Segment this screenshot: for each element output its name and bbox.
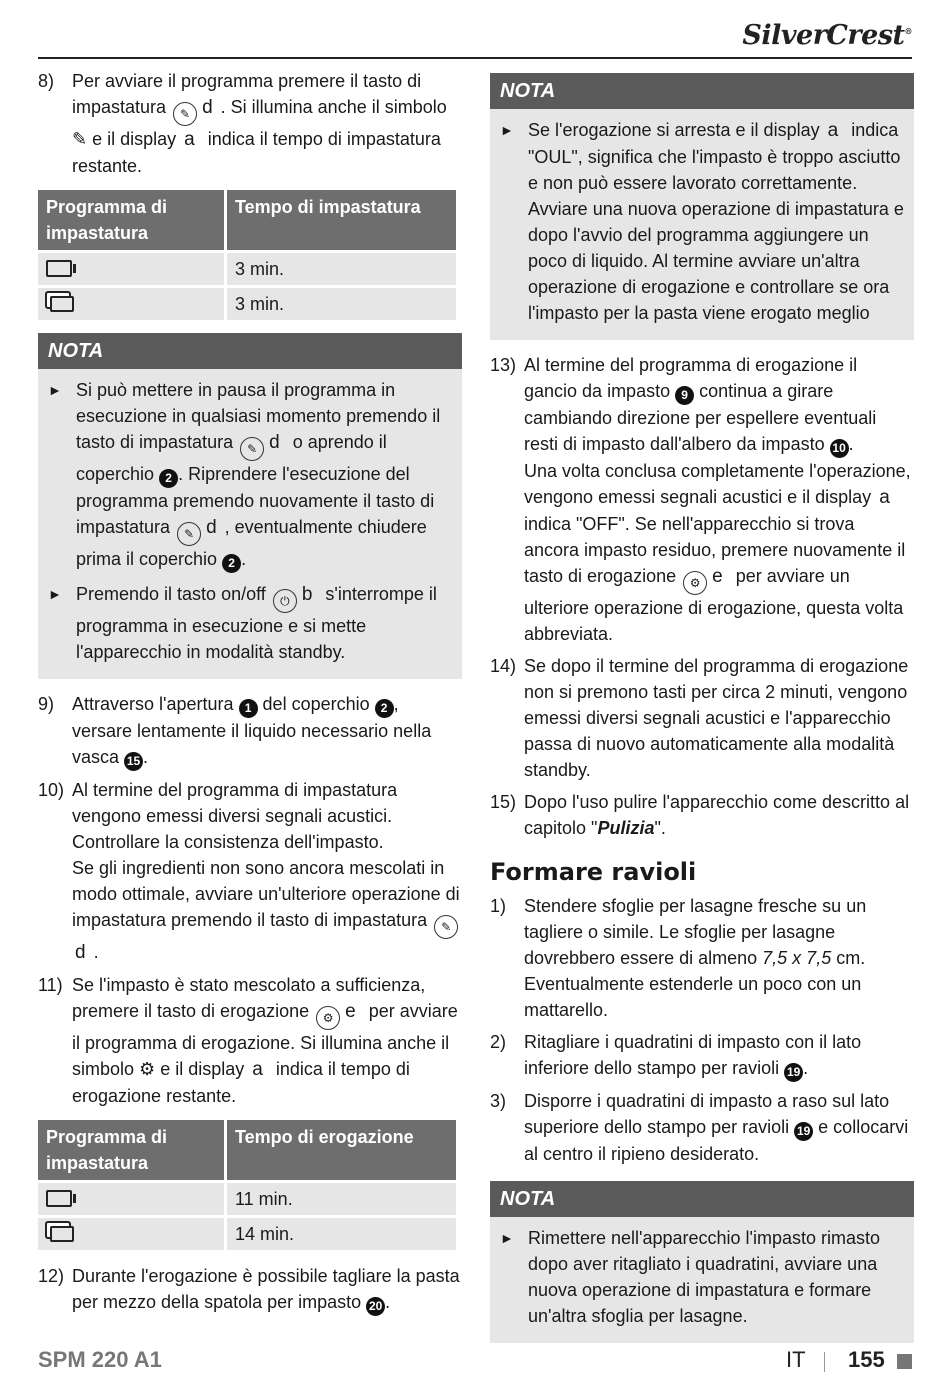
language-code: IT (786, 1347, 806, 1372)
step-8: 8) Per avviare il programma premere il tasto di impastatura ✎ d . Si illumina anche il simbolo ✎ e il display a indica il tempo di impastatura restante. (38, 71, 447, 176)
dispense-button-icon: ⚙ (316, 1006, 340, 1030)
kneading-time-table: Programma di impastatura Tempo di impastatura 3 min. 3 min. (35, 187, 459, 323)
note-bullet: ► Se l'erogazione si arresta e il display a indica "OUL", significa che l'impasto è troppo asciutto e non può essere lavorato correttamente. Avviare una nuova operazione di impastatura e dopo l'avvio del programma aggiungere un poco di liquido. Al termine avviare un'altra operazione di erogazione e controllare se ora l'impasto per la pasta viene erogato meglio (500, 117, 904, 326)
step-13: 13) Al termine del programma di erogazione il gancio da impasto 9 continua a girare cambiando direzione per espellere eventuali resti di impasto dall'albero da impasto 10 . Una volta conclusa completamente l'operazione, vengono emessi segnali acustici e il display a indica "OFF". Se nell'apparecchio si trova ancora impasto residuo, premere nuovamente il tasto di erogazione ⚙ e per avviare un ulteriore operazione di erogazione, questa volta abbreviata. (490, 355, 911, 644)
header-rule (38, 57, 912, 59)
page-number: 155 (848, 1347, 885, 1372)
step-14: 14) Se dopo il termine del programma di erogazione non si premono tasti per circa 2 minuti, vengono emessi diversi segnali acustici e l'apparecchio passa di nuovo automaticamente alla modalità standby. (490, 656, 909, 780)
arrow-icon: ► (500, 122, 514, 138)
kneading-symbol-icon: ✎ (72, 129, 88, 149)
arrow-icon: ► (48, 586, 62, 602)
left-column (38, 68, 462, 1322)
note-bullet: ► Rimettere nell'apparecchio l'impasto rimasto dopo aver ritagliato i quadratini, avviare una nuova operazione di impastatura e formare un'altra sfoglia per lasagne. (500, 1225, 904, 1329)
note-bullet: ► Premendo il tasto on/off ⏻ b s'interrompe il programma in esecuzione e si mette l'apparecchio in modalità standby. (48, 581, 452, 665)
step-10: 10) Al termine del programma di impastatura vengono emessi diversi segnali acustici. Controllare la consistenza dell'impasto. Se gli ingredienti non sono ancora mescolati in modo ottimale, avviare un'ulteriore operazione di impastatura premendo il tasto di impastatura ✎d . (38, 780, 460, 963)
dispense-symbol-icon: ⚙ (139, 1059, 156, 1079)
dispense-time-table: Programma di impastatura Tempo di erogazione 11 min. 14 min. (35, 1117, 459, 1253)
ravioli-step-1: 1) Stendere sfoglie per lasagne fresche su un tagliere o simile. Le sfoglie per lasagne dovrebbero essere di almeno 7,5 x 7,5 cm. Eventualmente estenderle un poco con un mattarello. (490, 896, 867, 1020)
note-box: NOTA ► Se l'erogazione si arresta e il display a indica "OUL", significa che l'impasto è troppo asciutto e non può essere lavorato correttamente. Avviare una nuova operazione di impastatura e dopo l'avvio del programma aggiungere un poco di liquido. Al termine avviare un'altra operazione di erogazione e controllare se ora l'impasto per la pasta viene erogato meglio (490, 73, 914, 340)
kneading-button-icon: ✎ (177, 522, 201, 546)
note-bullet: ► Si può mettere in pausa il programma in esecuzione in qualsiasi momento premendo il tasto di impastatura ✎ d o aprendo il coperchio 2 . Riprendere l'esecuzione del programma premendo nuovamente il tasto di impastatura ✎ d , eventualmente chiudere prima il coperchio 2 . (48, 377, 452, 573)
kneading-button-icon: ✎ (240, 437, 264, 461)
step-12: 12) Durante l'erogazione è possibile tagliare la pasta per mezzo della spatola per impasto 20 . (38, 1263, 462, 1316)
single-dough-icon (46, 1190, 72, 1207)
kneading-button-icon: ✎ (173, 102, 197, 126)
double-dough-icon (50, 296, 74, 312)
ravioli-step-2: 2) Ritagliare i quadratini di impasto con il lato inferiore dello stampo per ravioli 19 . (490, 1029, 914, 1082)
brand-logo: SilverCrest® (742, 20, 912, 51)
dispense-button-icon: ⚙ (683, 571, 707, 595)
footer-divider (824, 1352, 825, 1372)
step-11: 11) Se l'impasto è stato mescolato a sufficienza, premere il tasto di erogazione ⚙ e per avviare il programma di erogazione. Si illumina anche il simbolo ⚙ e il display a indica il tempo di erogazione restante. (38, 975, 458, 1106)
step-15: 15) Dopo l'uso pulire l'apparecchio come descritto al capitolo "Pulizia". (490, 792, 910, 838)
arrow-icon: ► (48, 382, 62, 398)
arrow-icon: ► (500, 1230, 514, 1246)
model-number: SPM 220 A1 (38, 1347, 162, 1372)
right-column (490, 73, 914, 1355)
step-9: 9) Attraverso l'apertura 1 del coperchio 2 , versare lentamente il liquido necessario nella vasca 15 . (38, 691, 462, 771)
note-box: NOTA ► Rimettere nell'apparecchio l'impasto rimasto dopo aver ritagliato i quadratini, avviare una nuova operazione di impastatura e formare un'altra sfoglia per lasagne. (490, 1181, 914, 1343)
section-heading: Formare ravioli (490, 858, 697, 886)
ravioli-step-3: 3) Disporre i quadratini di impasto a raso sul lato superiore dello stampo per ravioli 19 e collocarvi al centro il ripieno desiderato. (490, 1091, 909, 1164)
single-dough-icon (46, 260, 72, 277)
note-box: NOTA ► Si può mettere in pausa il programma in esecuzione in qualsiasi momento premendo il tasto di impastatura ✎ d o aprendo il coperchio 2 . Riprendere l'esecuzione del programma premendo nuovamente il tasto di impastatura ✎ d , eventualmente chiudere prima il coperchio 2 . ► Premendo il tasto on/off ⏻ b s'interrompe il programma in esecuzione e si mette l'apparecchio in modalità standby. (38, 333, 462, 679)
kneading-button-icon: ✎ (434, 915, 458, 939)
double-dough-icon (50, 1226, 74, 1242)
power-icon: ⏻ (273, 589, 297, 613)
page-marker (897, 1354, 912, 1369)
